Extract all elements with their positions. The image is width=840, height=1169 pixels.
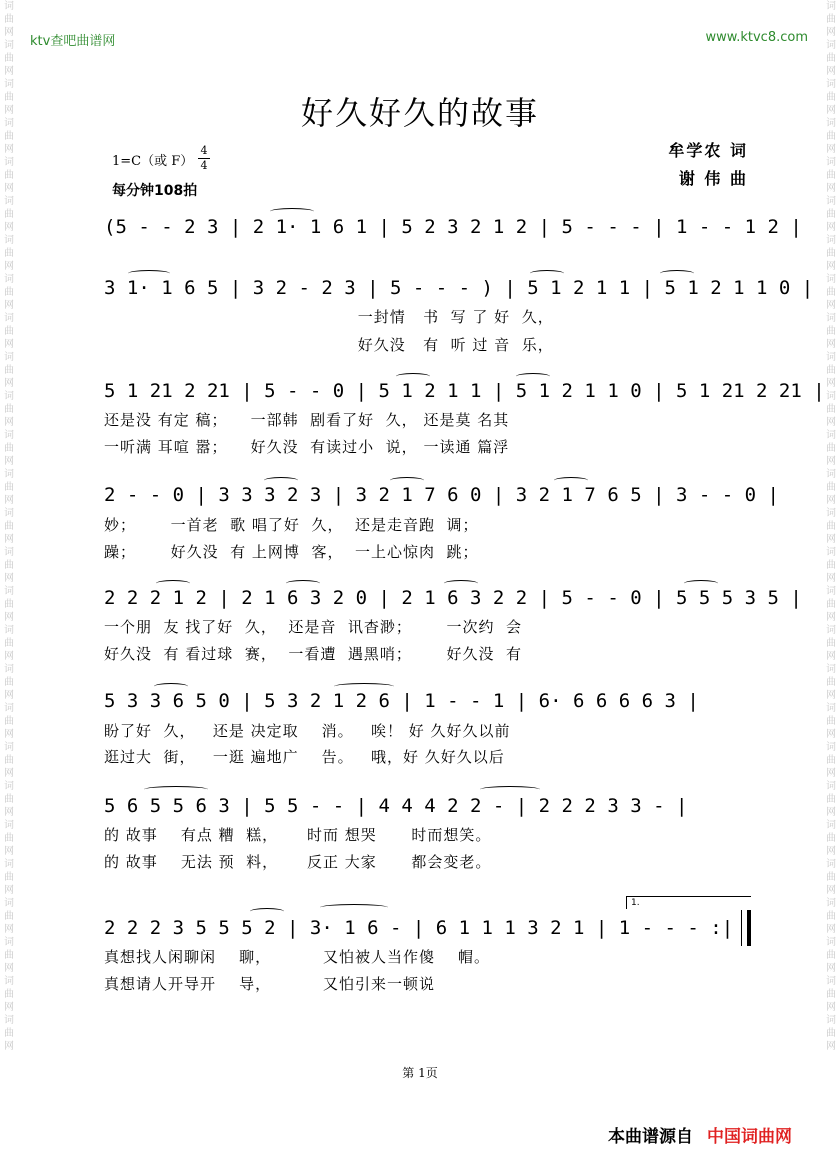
score-row-notes: 5 3 3 6 5 0 | 5 3 2 1 2 6 | 1 - - 1 | 6· 6 6 6 6 3 |	[104, 690, 699, 712]
score-row-notes: 5 1 21 2 21 | 5 - - 0 | 5 1 2 1 1 | 5 1 2 1 1 0 | 5 1 21 2 21 |	[104, 380, 825, 402]
lyrics-verse-1: 还是没 有定 稿； 一部韩 剧看了好 久， 还是莫 名其	[104, 411, 510, 429]
lyrics-verse-2: 好久没 有 听 过 音 乐，	[104, 336, 554, 354]
song-title: 好久好久的故事	[300, 94, 539, 132]
lyrics-verse-2: 真想请人开导开 导， 又怕引来一顿说	[104, 975, 435, 993]
slur-mark	[516, 373, 550, 380]
slur-mark	[334, 683, 394, 690]
slur-mark	[444, 580, 478, 587]
slur-mark	[396, 373, 430, 380]
lyrics-verse-1: 一个朋 友 找了好 久， 还是音 讯杳渺； 一次约 会	[104, 618, 523, 636]
slur-mark	[660, 270, 694, 277]
lyricist-credit: 牟学农 词	[668, 141, 748, 160]
score-row-notes: (5 - - 2 3 | 2 1· 1 6 1 | 5 2 3 2 1 2 | 5 - - - | 1 - - 1 2 |	[104, 216, 802, 238]
time-signature-top: 4	[200, 144, 208, 157]
repeat-barline-thin	[741, 910, 742, 946]
slur-mark	[128, 270, 170, 277]
score-row-notes: 2 - - 0 | 3 3 3 2 3 | 3 2 1 7 6 0 | 3 2 1 7 6 5 | 3 - - 0 |	[104, 484, 779, 506]
tempo-marking: 每分钟108拍	[112, 183, 198, 199]
side-watermark-left: 词曲网词曲网词曲网词曲网词曲网词曲网词曲网词曲网词曲网词曲网词曲网词曲网词曲网词曲网词曲网词曲网词曲网词曲网词曲网词曲网词曲网词曲网词曲网词曲网词曲网词曲网词曲网	[4, 1, 14, 1052]
slur-mark	[530, 270, 564, 277]
slur-mark	[684, 580, 718, 587]
slur-mark	[480, 786, 540, 793]
score-row-notes: 2 2 2 3 5 5 5 2 | 3· 1 6 - | 6 1 1 1 3 2 1 | 1 - - - :|	[104, 917, 734, 939]
score-row-notes: 5 6 5 5 6 3 | 5 5 - - | 4 4 4 2 2 - | 2 2 2 3 3 - |	[104, 795, 688, 817]
slur-mark	[144, 786, 208, 793]
score-row-notes: 3 1· 1 6 5 | 3 2 - 2 3 | 5 - - - ) | 5 1 2 1 1 | 5 1 2 1 1 0 |	[104, 277, 814, 299]
volta-label: 1.	[631, 898, 640, 908]
site-watermark-right: www.ktvc8.com	[705, 30, 808, 45]
slur-mark	[390, 477, 424, 484]
repeat-barline-thick	[747, 910, 751, 946]
key-signature: 1=C（或 F）	[112, 154, 194, 169]
slur-mark	[270, 208, 314, 215]
slur-mark	[250, 908, 284, 915]
lyrics-verse-2: 逛过大 街， 一逛 遍地广 告。 哦，好 久好久以后	[104, 748, 505, 766]
lyrics-verse-1: 真想找人闲聊闲 聊， 又怕被人当作傻 帽。	[104, 948, 491, 966]
page-number: 第 1页	[402, 1066, 438, 1080]
lyrics-verse-2: 一听满 耳喧 嚣； 好久没 有读过小 说， 一读通 篇浮	[104, 438, 510, 456]
lyrics-verse-2: 的 故事 无法 预 料， 反正 大家 都会变老。	[104, 853, 492, 871]
lyrics-verse-1: 盼了好 久， 还是 决定取 消。 唉！ 好 久好久以前	[104, 722, 511, 740]
lyrics-verse-2: 躁； 好久没 有 上网博 客， 一上心惊肉 跳；	[104, 543, 479, 561]
time-signature-bottom: 4	[200, 159, 208, 172]
composer-credit: 谢 伟 曲	[678, 169, 748, 188]
lyrics-verse-1: 的 故事 有点 糟 糕， 时而 想哭 时而想笑。	[104, 826, 492, 844]
lyrics-verse-1: 一封情 书 写 了 好 久，	[104, 308, 554, 326]
slur-mark	[286, 580, 320, 587]
slur-mark	[320, 904, 388, 911]
lyrics-verse-2: 好久没 有 看过球 赛， 一看遭 遇黑哨； 好久没 有	[104, 645, 523, 663]
slur-mark	[156, 580, 190, 587]
source-label: 本曲谱源自	[608, 1127, 693, 1147]
slur-mark	[154, 683, 188, 690]
time-signature	[197, 144, 211, 173]
source-credit	[608, 1122, 792, 1147]
score-row-notes: 2 2 2 1 2 | 2 1 6 3 2 0 | 2 1 6 3 2 2 | 5 - - 0 | 5 5 5 3 5 |	[104, 587, 802, 609]
site-watermark-left: ktv查吧曲谱网	[30, 34, 116, 49]
source-brand-link[interactable]: 中国词曲网	[707, 1127, 792, 1147]
lyrics-verse-1: 妙； 一首老 歌 唱了好 久， 还是走音跑 调；	[104, 516, 479, 534]
first-ending-bracket	[626, 896, 751, 909]
slur-mark	[554, 477, 588, 484]
slur-mark	[264, 477, 298, 484]
side-watermark-right: 词曲网词曲网词曲网词曲网词曲网词曲网词曲网词曲网词曲网词曲网词曲网词曲网词曲网词曲网词曲网词曲网词曲网词曲网词曲网词曲网词曲网词曲网词曲网词曲网词曲网词曲网词曲网	[826, 1, 836, 1052]
